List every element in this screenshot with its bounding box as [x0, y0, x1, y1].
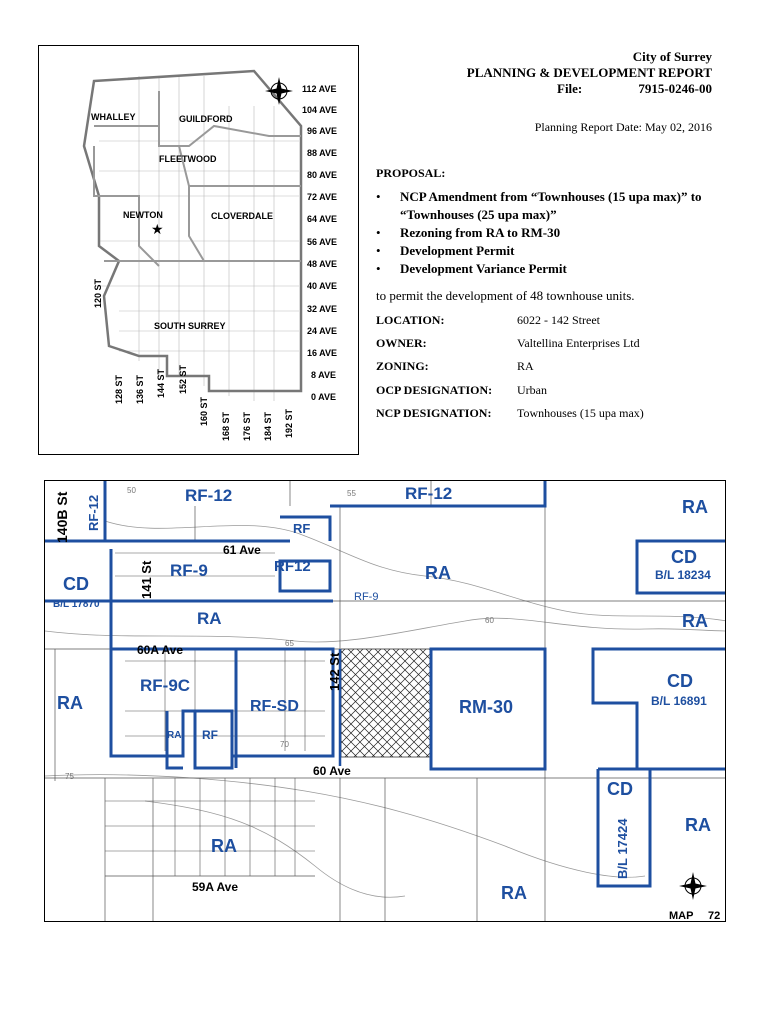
street-label: 60 Ave: [313, 764, 351, 778]
zone-label: RA: [685, 815, 711, 835]
report-title: PLANNING & DEVELOPMENT REPORT: [466, 65, 712, 80]
ave-label: 0 AVE: [311, 392, 337, 402]
file-label: File:: [557, 81, 583, 96]
zone-label: CD: [63, 574, 89, 594]
proposal-item: • NCP Amendment from “Townhouses (15 upa max)” to “Townhouses (25 upa max)”: [376, 188, 706, 224]
ave-label: 16 AVE: [307, 348, 338, 358]
detail-key: ZONING:: [376, 359, 429, 373]
zone-label: RF-12: [86, 494, 101, 531]
zone-label: B/L 16891: [651, 694, 707, 708]
report-date: Planning Report Date: May 02, 2016: [534, 120, 712, 134]
street-label: 60A Ave: [137, 643, 184, 657]
ave-label: 32 AVE: [307, 304, 338, 314]
subject-site: [341, 649, 431, 757]
zone-label: RA: [425, 563, 451, 583]
key-map-avenues: [302, 84, 337, 402]
detail-key: LOCATION:: [376, 313, 445, 327]
zone-label: RA: [197, 609, 222, 628]
zone-label: RF: [293, 521, 311, 536]
area-label-fleetwood: FLEETWOOD: [159, 154, 217, 164]
area-label-guildford: GUILDFORD: [179, 114, 233, 124]
proposal-item: • Rezoning from RA to RM-30: [376, 224, 706, 242]
detail-value: Urban: [517, 383, 547, 397]
detail-key: NCP DESIGNATION:: [376, 406, 492, 420]
zone-label: RF: [202, 728, 218, 742]
ave-label: 96 AVE: [307, 126, 338, 136]
zone-label: CD: [607, 779, 633, 799]
north-arrow-icon: [679, 872, 707, 900]
zone-label: RF-12: [185, 486, 233, 505]
ave-label: 64 AVE: [307, 214, 338, 224]
ave-label: 112 AVE: [302, 84, 337, 94]
ave-label: 104 AVE: [302, 105, 338, 115]
detail-key: OWNER:: [376, 336, 427, 350]
compass-icon: [265, 77, 293, 105]
zone-label: RA: [167, 730, 182, 741]
street-label: 141 St: [139, 560, 154, 599]
street-label: 176 ST: [242, 411, 252, 441]
area-label-cloverdale: CLOVERDALE: [211, 211, 274, 221]
ave-label: 40 AVE: [307, 281, 338, 291]
zone-label: RA: [211, 836, 237, 856]
zone-label: RF-9: [170, 561, 208, 580]
street-label: 61 Ave: [223, 543, 261, 557]
proposal-purpose: to permit the development of 48 townhouse units.: [376, 288, 635, 303]
proposal-label: PROPOSAL:: [376, 166, 446, 180]
street-label: 59A Ave: [192, 880, 239, 894]
street-label: 168 ST: [221, 411, 231, 441]
map-number: 72: [708, 910, 721, 922]
ave-label: 56 AVE: [307, 237, 338, 247]
zone-label: B/L 18234: [655, 568, 711, 582]
key-map-svg: [39, 46, 360, 456]
key-map-streets: [93, 278, 294, 441]
city-name: City of Surrey: [632, 49, 712, 64]
ave-label: 48 AVE: [307, 259, 338, 269]
zone-label: CD: [671, 547, 697, 567]
street-label: 142 St: [327, 652, 342, 691]
area-label-whalley: WHALLEY: [91, 112, 136, 122]
zone-label: B/L 17424: [615, 818, 630, 879]
proposal-item: • Development Variance Permit: [376, 260, 706, 278]
street-label: 120 ST: [93, 278, 103, 308]
contour-label: 55: [347, 489, 356, 498]
zone-label: RA: [682, 611, 708, 631]
street-label: 184 ST: [263, 411, 273, 441]
ave-label: 88 AVE: [307, 148, 338, 158]
area-label-south-surrey: SOUTH SURREY: [154, 321, 226, 331]
area-label-newton: NEWTON: [123, 210, 163, 220]
ave-label: 24 AVE: [307, 326, 338, 336]
ave-label: 72 AVE: [307, 192, 338, 202]
zone-label: RA: [501, 883, 527, 903]
zone-label: RF-12: [405, 484, 453, 503]
zone-label: CD: [667, 671, 693, 691]
contour-label: 70: [280, 740, 289, 749]
contour-label: 65: [285, 639, 294, 648]
zone-label: RF-9C: [140, 676, 191, 695]
site-map: [44, 480, 726, 922]
proposal-list: [376, 188, 706, 278]
street-label: 144 ST: [156, 368, 166, 398]
ave-label: 80 AVE: [307, 170, 338, 180]
contour-label: 50: [127, 486, 136, 495]
street-label: 140B St: [54, 491, 70, 543]
ave-label: 8 AVE: [311, 370, 337, 380]
street-label: 136 ST: [135, 374, 145, 404]
site-map-svg: [45, 481, 726, 922]
detail-value: Townhouses (15 upa max): [517, 406, 644, 420]
street-label: 192 ST: [284, 408, 294, 438]
zone-label: RA: [682, 497, 708, 517]
site-star-icon: ★: [151, 221, 164, 237]
contour-label: 75: [65, 772, 74, 781]
contour-label: 60: [485, 616, 494, 625]
street-label: 152 ST: [178, 364, 188, 394]
street-labels: [54, 491, 351, 894]
zone-label: RM-30: [459, 697, 514, 717]
key-map: [38, 45, 359, 455]
zone-label: RF12: [274, 558, 311, 575]
detail-value: 6022 - 142 Street: [517, 313, 600, 327]
map-label: MAP: [669, 910, 694, 922]
zone-label: RA: [57, 693, 83, 713]
file-number: 7915-0246-00: [638, 81, 712, 96]
detail-value: RA: [517, 359, 534, 373]
zone-label: B/L 17870: [53, 599, 100, 610]
proposal-item: • Development Permit: [376, 242, 706, 260]
street-label: 160 ST: [199, 396, 209, 426]
detail-value: Valtellina Enterprises Ltd: [517, 336, 640, 350]
zone-label: RF-9: [354, 591, 379, 603]
zone-label: RF-SD: [250, 698, 299, 715]
street-label: 128 ST: [114, 374, 124, 404]
detail-key: OCP DESIGNATION:: [376, 383, 493, 397]
